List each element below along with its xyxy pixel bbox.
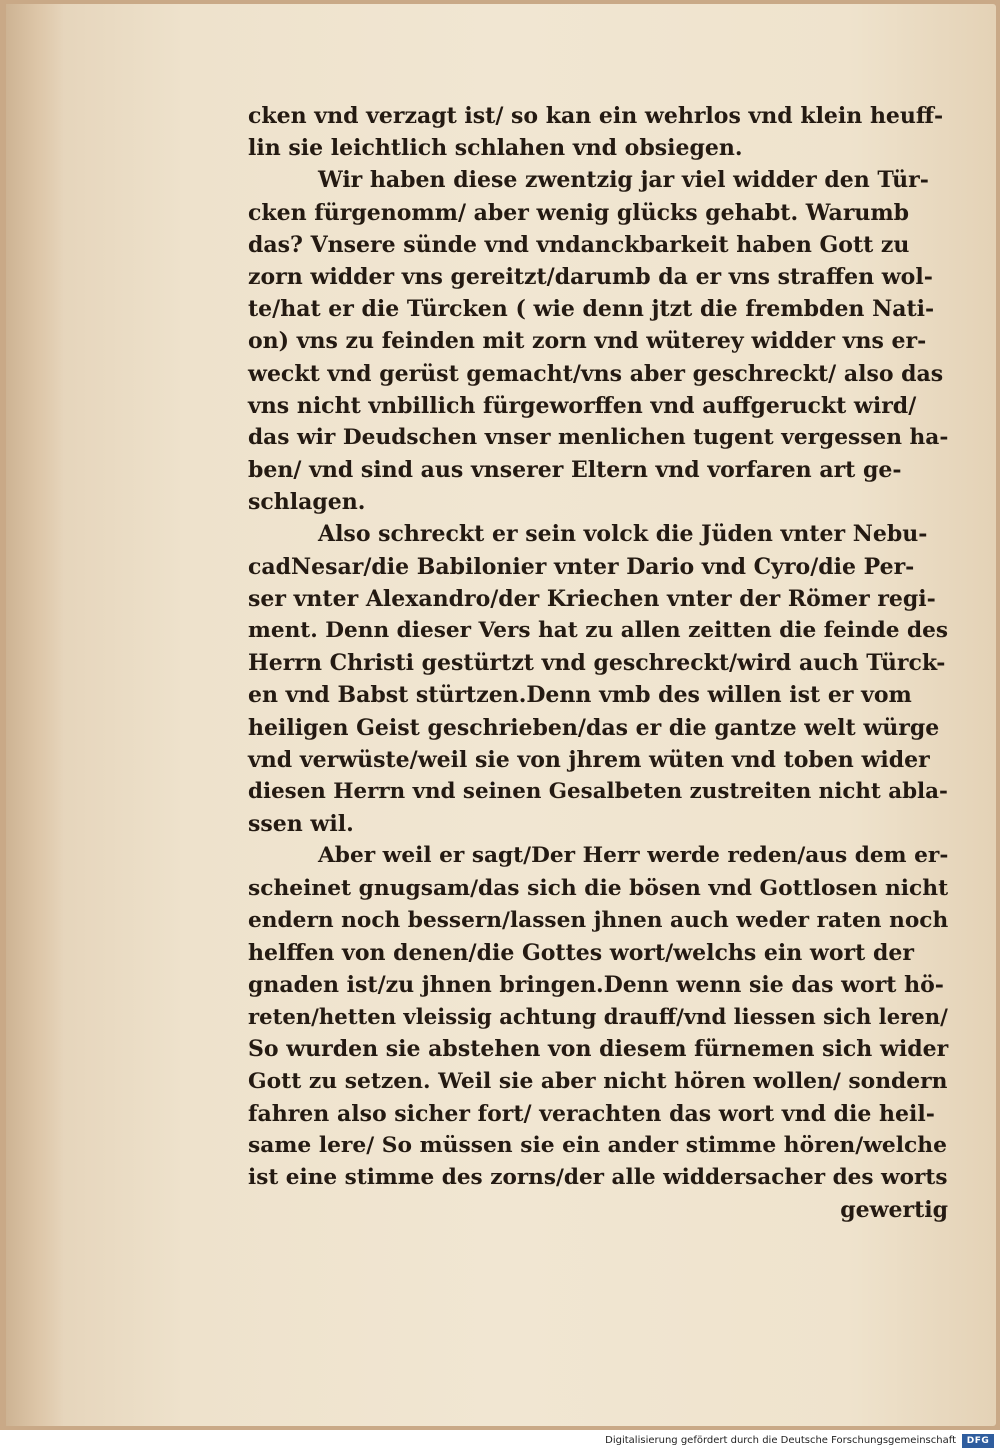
text-line: reten/hetten vleissig achtung drauff/vnd liessen sich leren/ (248, 1004, 948, 1030)
catchword: gewertig (840, 1197, 948, 1224)
text-line: das? Vnsere sünde vnd vndanckbarkeit haben Gott zu (248, 231, 910, 258)
text-line: lin sie leichtlich schlahen vnd obsiegen. (248, 135, 743, 162)
text-line: Aber weil er sagt/Der Herr werde reden/aus dem er- (318, 843, 949, 869)
text-line: ben/ vnd sind aus vnserer Eltern vnd vorfaren art ge- (248, 457, 902, 484)
text-line: heiligen Geist geschrieben/das er die gantze welt würge (248, 714, 940, 741)
text-line: fahren also sicher fort/ verachten das wort vnd die heil- (248, 1100, 935, 1127)
text-line: Also schreckt er sein volck die Jüden vnter Nebu- (318, 521, 928, 548)
text-line: schlagen. (248, 489, 366, 516)
text-line: Gott zu setzen. Weil sie aber nicht hören wollen/ sondern (248, 1068, 948, 1094)
text-line: So wurden sie abstehen von diesem fürnemen sich wider (248, 1036, 949, 1063)
text-line: diesen Herrn vnd seinen Gesalbeten zustreiten nicht abla- (248, 778, 948, 804)
text-line: ist eine stimme des zorns/der alle widdersacher des worts (248, 1165, 948, 1191)
text-line: cadNesar/die Babilonier vnter Dario vnd Cyro/die Per- (248, 553, 915, 580)
text-line: ment. Denn dieser Vers hat zu allen zeitten die feinde des (248, 618, 949, 643)
funding-credit: Digitalisierung gefördert durch die Deutsche Forschungsgemeinschaft (605, 1435, 956, 1446)
text-line: helffen von denen/die Gottes wort/welchs ein wort der (248, 939, 914, 966)
text-line: vns nicht vnbillich fürgeworffen vnd auffgeruckt wird/ (248, 392, 917, 419)
text-line: on) vns zu feinden mit zorn vnd wüterey widder vns er- (248, 328, 927, 355)
text-line: gnaden ist/zu jhnen bringen.Denn wenn sie das wort hö- (248, 972, 944, 999)
text-line: en vnd Babst stürtzen.Denn vmb des willen ist er vom (248, 682, 912, 709)
dfg-logo-icon: DFG (962, 1434, 994, 1448)
text-line: Herrn Christi gestürtzt vnd geschreckt/wird auch Türck- (248, 650, 946, 677)
body-text (248, 100, 948, 1227)
text-line: weckt vnd gerüst gemacht/vns aber geschreckt/ also das (248, 360, 944, 387)
text-line: zorn widder vns gereitzt/darumb da er vns straffen wol- (248, 263, 933, 290)
text-line: same lere/ So müssen sie ein ander stimme hören/welche (248, 1133, 947, 1158)
text-line: te/hat er die Türcken ( wie denn jtzt die frembden Nati- (248, 296, 935, 323)
text-line: ser vnter Alexandro/der Kriechen vnter der Römer regi- (248, 585, 936, 612)
text-line: vnd verwüste/weil sie von jhrem wüten vnd toben wider (248, 746, 930, 773)
text-line: scheinet gnugsam/das sich die bösen vnd Gottlosen nicht (248, 875, 949, 901)
text-line: cken fürgenomm/ aber wenig glücks gehabt. Warumb (248, 199, 910, 226)
text-line: endern noch bessern/lassen jhnen auch weder raten noch (248, 907, 949, 933)
text-line: ssen wil. (248, 811, 354, 838)
text-line: cken vnd verzagt ist/ so kan ein wehrlos vnd klein heuff- (248, 103, 944, 129)
text-line: das wir Deudschen vnser menlichen tugent vergessen ha- (248, 424, 949, 450)
footer-bar (0, 1430, 1000, 1453)
binding-gutter (6, 4, 64, 1426)
text-line: Wir haben diese zwentzig jar viel widder den Tür- (318, 167, 929, 194)
